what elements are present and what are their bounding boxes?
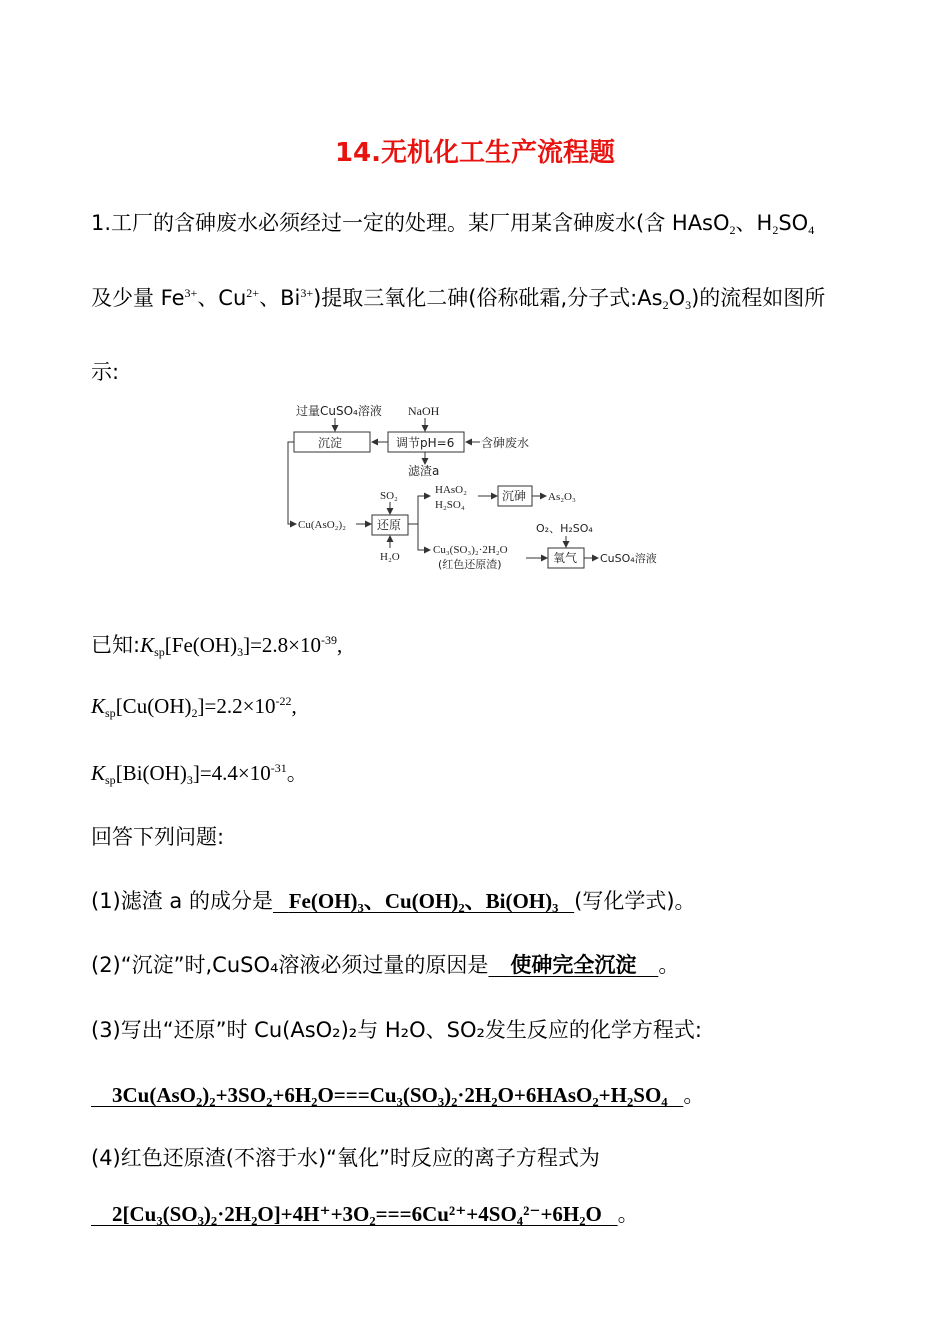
answer-intro: 回答下列问题: xyxy=(91,825,225,849)
process-flow-diagram xyxy=(280,398,680,578)
answer-3-line: 3Cu(AsO₂)₂+3SO₂+6H₂O===Cu₃(SO₃)₂·2H₂O+6HAsO₂+H₂SO₄ 。 xyxy=(91,1079,704,1109)
question-line-3: 示: xyxy=(91,360,120,384)
question-1: (1)滤渣 a 的成分是 Fe(OH)₃、Cu(OH)₂、Bi(OH)₃ (写化学式)。 xyxy=(91,889,696,913)
label-red-residue: (红色还原渣) xyxy=(438,558,502,571)
label-precipitate: 沉淀 xyxy=(318,436,343,450)
answer-2: 使砷完全沉淀 xyxy=(510,953,637,977)
label-h2o: H₂O xyxy=(380,551,400,563)
label-oxidize: 氧气 xyxy=(553,551,578,565)
label-as2o3: As₂O₃ xyxy=(548,491,576,503)
label-o2-h2so4: O₂、H₂SO₄ xyxy=(536,522,593,535)
question-4: (4)红色还原渣(不溶于水)“氧化”时反应的离子方程式为 xyxy=(91,1146,600,1170)
label-arsenic-water: 含砷废水 xyxy=(481,436,530,450)
answer-4: 2[Cu₃(SO₃)₂·2H₂O]+4H⁺+3O₂===6Cu²⁺+4SO₄²⁻+6H₂O xyxy=(112,1202,602,1226)
label-cuso4-solution: CuSO₄溶液 xyxy=(600,552,657,565)
answer-3: 3Cu(AsO₂)₂+3SO₂+6H₂O===Cu₃(SO₃)₂·2H₂O+6HAsO₂+H₂SO₄ xyxy=(112,1083,668,1107)
question-line-1: 1.工厂的含砷废水必须经过一定的处理。某厂用某含砷废水(含 HAsO$_2$、$H_2SO_4$ xyxy=(91,211,815,237)
answer-1: Fe(OH)₃、Cu(OH)₂、Bi(OH)₃ xyxy=(288,889,559,913)
question-line-2: 及少量 $Fe^{3+}$、$Cu^{2+}$、$Bi^{3+}$)提取三氧化二砷(俗称砒霜,分子式$:As_2O_3$)的流程如图所 xyxy=(91,286,826,312)
label-haso2: HAsO₂ xyxy=(435,484,467,496)
question-3: (3)写出“还原”时 Cu(AsO₂)₂与 H₂O、SO₂发生反应的化学方程式: xyxy=(91,1018,702,1042)
label-reduce: 还原 xyxy=(377,518,402,532)
label-excess-cuso4: 过量CuSO₄溶液 xyxy=(296,404,382,418)
label-so2: SO₂ xyxy=(380,490,398,502)
label-cu-so3: Cu₃(SO₃)₂·2H₂O xyxy=(433,544,508,556)
known-ksp-bi: $K_{sp}[Bi(OH)_3]=4.4\times 10^{-31}$。 xyxy=(91,761,308,787)
label-adjust-ph: 调节pH=6 xyxy=(396,436,455,450)
question-2: (2)“沉淀”时,CuSO₄溶液必须过量的原因是 使砷完全沉淀 。 xyxy=(91,953,680,977)
label-cu-aso2: Cu(AsO₂)₂ xyxy=(298,519,347,531)
label-residue-a: 滤渣a xyxy=(408,464,440,478)
label-precip-as: 沉砷 xyxy=(502,489,527,503)
page-title: 14.无机化工生产流程题 xyxy=(334,138,616,168)
label-naoh: NaOH xyxy=(408,404,440,418)
label-h2so4: H₂SO₄ xyxy=(435,499,465,511)
known-ksp-fe: 已知$:K_{sp}[Fe(OH)_3]=2.8\times 10^{-39}$, xyxy=(91,633,343,659)
known-ksp-cu: $K_{sp}[Cu(OH)_2]=2.2\times 10^{-22}$, xyxy=(91,694,297,720)
answer-4-line: 2[Cu₃(SO₃)₂·2H₂O]+4H⁺+3O₂===6Cu²⁺+4SO₄²⁻+6H₂O 。 xyxy=(91,1198,639,1228)
